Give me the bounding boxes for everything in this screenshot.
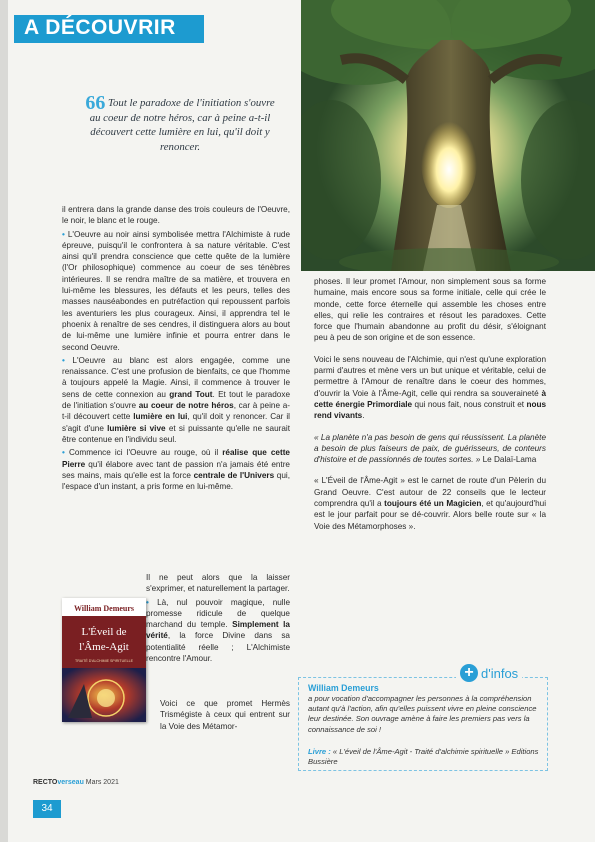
paragraph-oeuvre-noir: • L'Oeuvre au noir ainsi symbolisée mettra l'Alchimiste à rude épreuve, puisqu'il le confrontera à sa nature véritable. C'est ainsi qu'il prendra conscience que cette quête de la lumière (l'Or philosophique) commence au coeur de ses ténèbres intérieures. Il se rendra maître de sa matière, et trouvera en lui-même les blessures, les défauts et les peurs, telles des masses nauséabondes en putréfaction qui repoussent parfois les aventuriers les plus courageux. Ainsi, il apprendra tel le phoenix à renaître de ses cendres, il distinguera alors au bout de lui-même une lumière infinie et pourra entrer dans le second Oeuvre.	[62, 229, 290, 352]
svg-text:William Demeurs: William Demeurs	[73, 604, 135, 613]
quote-mark-icon: 66	[85, 92, 106, 114]
paragraph-carnet-de-route: « L'Éveil de l'Âme-Agit » est le carnet de route d'un Pèlerin du Grand Oeuvre. C'est autour de 22 conseils que le lecteur comprendra qu'il a toujours été un Magicien, et qu'aujourd'hui est le jour parfait pour se dé-couvrir. Alors belle route sur « la Voie des Métamorphoses ».	[314, 476, 547, 531]
paragraph-magie: • Là, nul pouvoir magique, nulle promesse ridicule de quelque marchand du temple. Simplement la vérité, la force Divine dans sa potentialité réelle ; L'Alchimiste rencontre l'Amour.	[146, 597, 290, 664]
paragraph-sens-alchimie: Voici le sens nouveau de l'Alchimie, qui n'est qu'une exploration parmi d'autres et mène vers un but unique et véritable, celui de permettre à l'Amour de renaître dans le coeur des hommes, d'ouvrir la Voie à l'Âme-Agit, celle qui rendra sa souveraineté à cette énergie Primordiale qui nous fait, nous construit et nous rend vivants.	[314, 354, 546, 421]
pull-quote	[80, 92, 280, 154]
infos-author-bio: a pour vocation d'accompagner les personnes à la compréhension autant qu'à l'action, afin qu'elles puissent vivre en pleine conscience leur destinée. Son ouvrage amène à faire les premiers pas vers la connaissance de soi !	[308, 694, 537, 734]
paragraph-oeuvre-rouge: • Commence ici l'Oeuvre au rouge, où il réalise que cette Pierre qu'il élabore avec tant de passion n'a jamais été entre ses mains, mais qu'elle est la force centrale de l'Univers qui, l'espace d'un instant, a pris forme en lui-même.	[62, 448, 291, 492]
infos-book-reference: Livre : « L'éveil de l'Âme-Agit - Traité d'alchimie spirituelle » Editions Bussière	[308, 747, 539, 767]
page-edge	[0, 0, 8, 842]
dalai-lama-quote: « La planète n'a pas besoin de gens qui réussissent. La planète a besoin de plus faiseurs de paix, de guérisseurs, de conteurs d'histoire et de passionnés de toutes sortes. » Le Dalaï-Lama	[314, 432, 546, 465]
plus-icon: +	[460, 664, 478, 682]
paragraph-partager: Il ne peut alors que la laisser s'exprimer, et naturellement la partager.	[146, 573, 290, 594]
left-column-wrap-text	[146, 572, 290, 666]
right-column-body	[314, 276, 546, 542]
svg-text:l'Âme-Agit: l'Âme-Agit	[79, 641, 129, 653]
bullet-icon: •	[62, 355, 65, 365]
magazine-footer-brand: RECTOverseau Mars 2021	[33, 779, 119, 786]
bullet-icon: •	[62, 229, 65, 239]
hero-tree-illustration	[301, 0, 595, 271]
svg-text:L'Éveil de: L'Éveil de	[81, 626, 127, 638]
page-number: 34	[33, 800, 61, 818]
infos-header	[456, 661, 522, 685]
left-column-body	[62, 204, 290, 494]
book-author-label	[74, 604, 134, 613]
book-cover-image	[62, 598, 146, 722]
book-subtitle-label	[75, 658, 134, 663]
bullet-icon: •	[146, 597, 149, 607]
infos-author-name: William Demeurs	[308, 683, 379, 693]
bullet-icon: •	[62, 448, 65, 458]
paragraph-hermes: Voici ce que promet Hermès Trismégiste à ceux qui entrent sur la Voie des Métamor-	[160, 699, 290, 731]
paragraph-oeuvre-blanc: • L'Oeuvre au blanc est alors engagée, comme une renaissance. C'est une profusion de bienfaits, ce que l'homme à toujours appelé la Magie. Ainsi, il commence à trouver le sens de cette connexion au grand Tout. Et tout le paradoxe de l'initiation s'ouvre au coeur de notre héros, car à peine a-t-il découvert cette lumière en lui, qu'il doit y renoncer. Car il s'agit d'une lumière si vive et si puissante qu'elle ne saurait être contenue en l'individu seul.	[62, 355, 291, 444]
svg-text:TRAITÉ D'ALCHIMIE SPIRITUELLE: TRAITÉ D'ALCHIMIE SPIRITUELLE	[75, 659, 133, 663]
infos-label: d'infos	[481, 665, 519, 681]
pull-quote-text: Tout le paradoxe de l'initiation s'ouvre au coeur de notre héros, car à peine a-t-il découvert cette lumière en lui, qu'il doit y renoncer.	[89, 97, 275, 153]
paragraph-promesse-amour: phoses. Il leur promet l'Amour, non simplement sous sa forme humaine, mais encore sous sa forme initiale, celle qui crée le monde, cette force éternelle qui assemble les choses entre elles, qui relie les contraires et résout les paradoxes. Cette force que l'humain abandonne au profit du désir, s'éloignant peu à peu de son origine et de son essence.	[314, 277, 546, 343]
section-title: A DÉCOUVRIR	[24, 16, 176, 39]
intro-paragraph: il entrera dans la grande danse des trois couleurs de l'Oeuvre, le noir, le blanc et le rouge.	[62, 205, 290, 226]
